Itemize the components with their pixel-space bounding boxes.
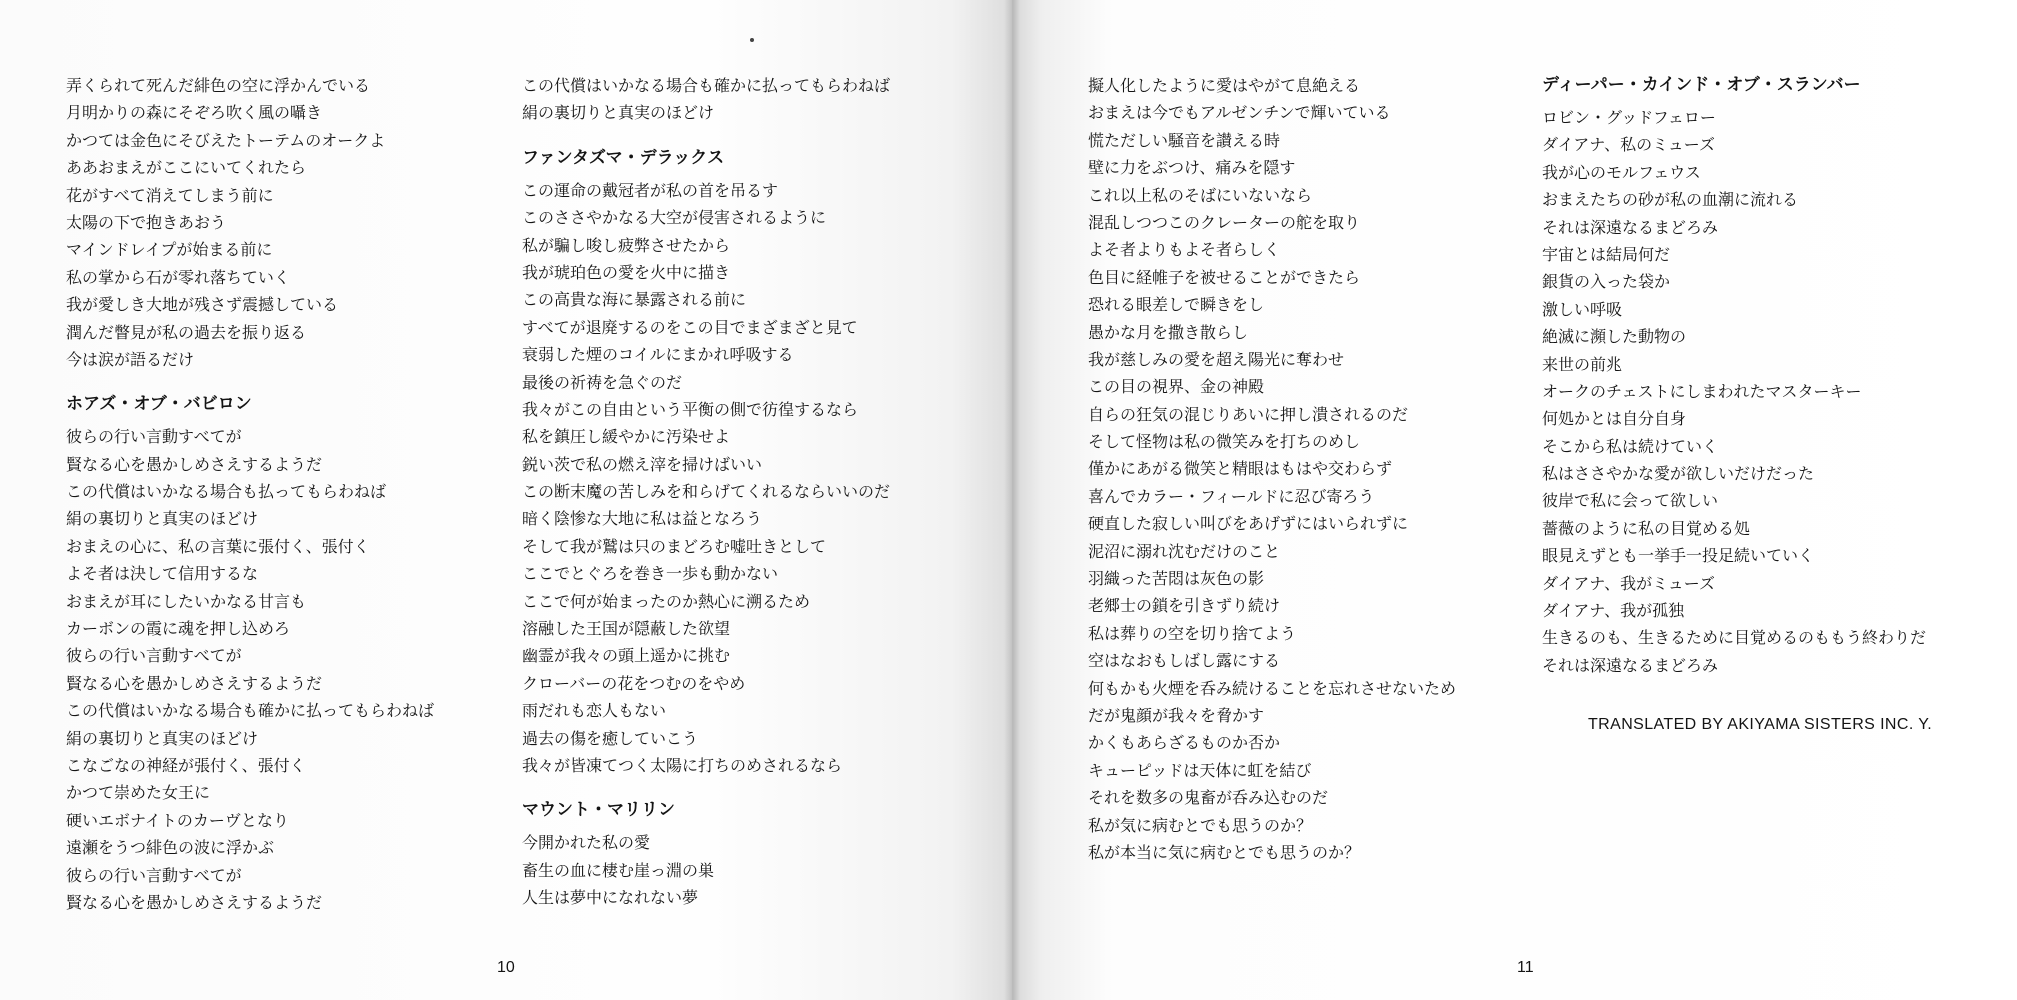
lyric-line: 最後の祈祷を急ぐのだ (522, 372, 683, 392)
lyric-line: 薔薇のように私の目覚める処 (1542, 518, 1751, 538)
intro-lyrics (522, 72, 962, 127)
lyric-line: 彼岸で私に会って欲しい (1542, 491, 1719, 511)
lyric-line: 我が琥珀色の愛を火中に描き (522, 262, 731, 282)
lyric-line: 遠瀬をうつ緋色の波に浮かぶ (66, 838, 275, 858)
lyric-line: 愚かな月を撒き散らし (1088, 322, 1249, 342)
lyric-line: 私が騙し唆し疲弊させたから (522, 235, 731, 255)
lyric-line: 賢なる心を愚かしめさえするようだ (66, 673, 323, 693)
lyric-line: ここで何が始まったのか熱心に溯るため (522, 591, 811, 611)
lyric-line: 潤んだ瞥見が私の過去を振り返る (66, 322, 307, 342)
book-gutter (1004, 0, 1020, 1000)
lyric-line: 私が気に病むとでも思うのか？ (1088, 815, 1313, 835)
lyric-line: 来世の前兆 (1542, 354, 1623, 374)
song-lyrics (66, 423, 506, 916)
lyric-line: 鋭い茨で私の燃え滓を掃けばいい (522, 454, 763, 474)
lyric-line: 絹の裏切りと真実のほどけ (66, 509, 259, 529)
lyric-line: この代償はいかなる場合も確かに払ってもらわねば (66, 701, 435, 721)
lyric-line: キューピッドは天体に虹を結び (1088, 760, 1312, 780)
lyric-line: この代償はいかなる場合も確かに払ってもらわねば (522, 76, 891, 95)
lyric-line: 月明かりの森にそぞろ吹く風の囁き (66, 103, 323, 123)
lyric-line: 我が愛しき大地が残さず震撼している (66, 295, 339, 315)
lyric-line: 硬直した寂しい叫びをあげずにはいられずに (1088, 514, 1409, 534)
song-title: ファンタズマ・デラックス (522, 147, 725, 168)
page-number-right: 11 (1517, 959, 1534, 976)
lyric-line: 恐れる眼差しで瞬きをし (1088, 295, 1265, 315)
lyric-line: 彼らの行い言動すべてが (66, 865, 242, 885)
lyric-line: それを数多の鬼畜が呑み込むのだ (1088, 788, 1329, 808)
lyric-line: こなごなの神経が張付く、張付く (66, 755, 306, 775)
lyric-line: ロビン・グッドフェロー (1542, 108, 1716, 127)
lyric-line: 慌ただしい騒音を讃える時 (1088, 130, 1281, 150)
intro-lyrics (66, 72, 506, 373)
lyric-line: 混乱しつつこのクレーターの舵を取り (1088, 212, 1361, 232)
lyrics-column-1 (66, 72, 506, 916)
lyric-line: 空はなおもしばし露にする (1088, 651, 1281, 671)
lyric-line: 弄くられて死んだ緋色の空に浮かんでいる (66, 76, 371, 95)
sections (1542, 72, 1982, 679)
lyric-line: おまえの心に、私の言葉に張付く、張付く (66, 536, 370, 556)
lyric-line: この高貴な海に暴露される前に (522, 290, 747, 310)
lyric-line: このささやかなる大空が侵害されるように (522, 208, 827, 228)
lyric-line: 我が慈しみの愛を超え陽光に奪わせ (1088, 349, 1345, 369)
lyric-line: これ以上私のそばにいないなら (1088, 185, 1313, 205)
lyric-line: 溶融した王国が隠蔽した欲望 (522, 619, 731, 639)
lyric-line: 生きるのも、生きるために目覚めるのももう終わりだ (1542, 628, 1927, 648)
lyric-line: カーボンの霞に魂を押し込めろ (66, 619, 291, 639)
lyric-line: 絹の裏切りと真実のほどけ (66, 728, 259, 748)
lyric-line: 私はささやかな愛が欲しいだけだった (1542, 464, 1815, 484)
sections (66, 391, 506, 916)
lyric-line: そこから私は続けていく (1542, 436, 1719, 456)
lyric-line: よそ者よりもよそ者らしく (1088, 240, 1281, 260)
lyric-line: この目の視界、金の神殿 (1088, 377, 1265, 397)
lyric-line: かつて崇めた女王に (66, 783, 211, 803)
lyric-line: 私が本当に気に病むとでも思うのか？ (1088, 842, 1361, 862)
lyric-line: この代償はいかなる場合も払ってもらわねば (66, 482, 387, 502)
lyric-line: それは深遠なるまどろみ (1542, 217, 1719, 237)
lyric-line: 何処かとは自分自身 (1542, 409, 1687, 429)
lyric-line: 絹の裏切りと真実のほどけ (522, 103, 715, 123)
lyric-line: 何もかも火煙を呑み続けることを忘れさせないため (1088, 678, 1457, 698)
lyric-line: かつては金色にそびえたトーテムのオークよ (66, 130, 386, 150)
song-lyrics (1542, 104, 1982, 679)
lyrics-lines (1088, 72, 1528, 866)
lyric-line: ダイアナ、我がミューズ (1542, 573, 1715, 593)
lyric-line: 私は葬りの空を切り捨てよう (1088, 623, 1297, 643)
lyric-line: 私の掌から石が零れ落ちていく (66, 267, 290, 287)
lyric-line: そして我が鷲は只のまどろむ嘘吐きとして (522, 536, 827, 556)
lyric-line: 太陽の下で抱きあおう (66, 212, 227, 232)
lyric-line: 我々がこの自由という平衡の側で彷徨するなら (522, 399, 859, 419)
song-title: ホアズ・オブ・バビロン (66, 394, 252, 415)
lyric-line: 花がすべて消えてしまう前に (66, 185, 274, 205)
lyrics-column-4 (1542, 72, 1982, 679)
lyric-line: 私を鎮圧し緩やかに汚染せよ (522, 427, 731, 447)
lyric-line: 眼見えずとも一挙手一投足続いていく (1542, 546, 1815, 566)
page-number-left: 10 (497, 959, 515, 976)
lyrics-column-2 (522, 72, 962, 912)
lyric-line: 衰弱した煙のコイルにまかれ呼吸する (522, 345, 794, 365)
lyric-line: ここでとぐろを巻き一歩も動かない (522, 564, 779, 584)
lyric-line: 泥沼に溺れ沈むだけのこと (1088, 541, 1281, 561)
lyrics-column-3 (1088, 72, 1528, 866)
lyric-line: 壁に力をぶつけ、痛みを隠す (1088, 158, 1296, 178)
lyric-line: 賢なる心を愚かしめさえするようだ (66, 454, 323, 474)
translation-credit: TRANSLATED BY AKIYAMA SISTERS INC. Y. (1588, 716, 1933, 733)
lyric-line: 僅かにあがる微笑と精眼はもはや交わらず (1088, 459, 1393, 479)
lyric-line: ダイアナ、我が孤独 (1542, 601, 1685, 621)
lyric-line: 我が心のモルフェウス (1542, 162, 1701, 182)
lyric-line: 雨だれも恋人もない (522, 701, 667, 721)
lyric-line: それは深遠なるまどろみ (1542, 655, 1719, 675)
lyric-line: 色目に経帷子を被せることができたら (1088, 267, 1361, 287)
lyric-line: だが鬼顔が我々を脅かす (1088, 705, 1265, 725)
lyric-line: 幽霊が我々の頭上遥かに挑む (522, 646, 731, 666)
lyric-line: おまえは今でもアルゼンチンで輝いている (1088, 103, 1391, 123)
lyric-line: マインドレイプが始まる前に (66, 240, 273, 260)
lyric-line: 羽織った苦悶は灰色の影 (1088, 569, 1265, 589)
lyric-line: ダイアナ、私のミューズ (1542, 135, 1715, 155)
lyric-line: 自らの狂気の混じりあいに押し潰されるのだ (1088, 404, 1409, 424)
print-speck (750, 38, 754, 42)
song-lyrics (522, 829, 962, 911)
lyric-line: 賢なる心を愚かしめさえするようだ (66, 892, 323, 912)
lyric-line: 絶滅に瀕した動物の (1542, 327, 1687, 347)
lyric-line: すべてが退廃するのをこの目でまざまざと見て (522, 317, 858, 337)
lyric-line: 擬人化したように愛はやがて息絶える (1088, 76, 1361, 95)
lyric-line: この運命の戴冠者が私の首を吊るす (522, 180, 779, 200)
lyric-line: 宇宙とは結局何だ (1542, 244, 1671, 264)
lyric-line: オークのチェストにしまわれたマスターキー (1542, 381, 1862, 401)
lyric-line: 今開かれた私の愛 (522, 833, 651, 853)
lyric-line: かくもあらざるものか否か (1088, 733, 1281, 753)
lyric-line: 過去の傷を癒していこう (522, 728, 699, 748)
song-lyrics (522, 177, 962, 780)
song-title: ディーパー・カインド・オブ・スランバー (1542, 75, 1861, 95)
lyric-line: 彼らの行い言動すべてが (66, 646, 242, 666)
lyric-line: 今は涙が語るだけ (66, 349, 195, 369)
lyric-line: 人生は夢中になれない夢 (522, 888, 699, 908)
lyric-line: よそ者は決して信用するな (66, 564, 259, 584)
lyric-line: 硬いエボナイトのカーヴとなり (66, 810, 289, 830)
lyric-line: 激しい呼吸 (1542, 299, 1623, 319)
lyric-line: 畜生の血に棲む崖っ淵の巣 (522, 860, 715, 880)
lyric-line: クローバーの花をつむのをやめ (522, 673, 746, 693)
lyric-line: そして怪物は私の微笑みを打ちのめし (1088, 432, 1361, 452)
lyric-line: 銀貨の入った袋か (1542, 272, 1671, 292)
lyric-line: 我々が皆凍てつく太陽に打ちのめされるなら (522, 755, 843, 775)
lyric-line: 彼らの行い言動すべてが (66, 427, 242, 447)
lyric-line: おまえたちの砂が私の血潮に流れる (1542, 190, 1799, 210)
lyric-line: ああおまえがここにいてくれたら (66, 158, 307, 178)
lyric-line: 老郷士の鎖を引きずり続け (1088, 596, 1281, 616)
lyric-line: この断末魔の苦しみを和らげてくれるならいいのだ (522, 482, 891, 502)
lyric-line: 暗く陰惨な大地に私は益となろう (522, 509, 763, 529)
song-title: マウント・マリリン (522, 800, 675, 821)
lyric-line: おまえが耳にしたいかなる甘言も (66, 591, 307, 611)
sections (522, 145, 962, 912)
lyric-line: 喜んでカラー・フィールドに忍び寄ろう (1088, 486, 1375, 506)
